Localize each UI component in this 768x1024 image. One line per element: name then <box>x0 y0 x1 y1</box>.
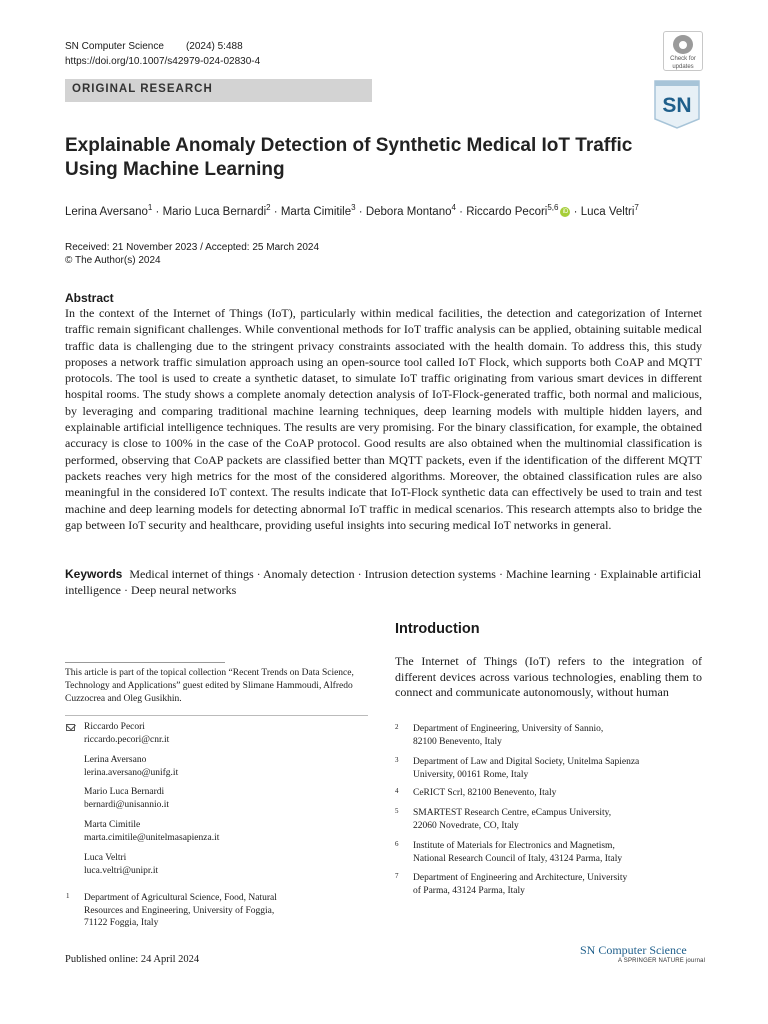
contact-email[interactable]: marta.cimitile@unitelmasapienza.it <box>84 832 220 843</box>
affiliation-number: 7 <box>395 872 399 880</box>
author-name[interactable]: Lerina Aversano <box>65 205 148 218</box>
contacts-divider <box>65 715 368 716</box>
affiliation-item <box>66 892 277 930</box>
affiliation-item <box>395 807 612 832</box>
keywords-heading: Keywords <box>65 567 123 581</box>
contact-email[interactable]: lerina.aversano@unifg.it <box>84 767 179 778</box>
affiliation-ref: 2 <box>266 203 271 212</box>
contact-email[interactable]: riccardo.pecori@cnr.it <box>84 734 170 745</box>
affiliation-line: CeRICT Scrl, 82100 Benevento, Italy <box>413 788 557 798</box>
affiliation-ref: 5,6 <box>547 203 559 212</box>
doi-link[interactable]: https://doi.org/10.1007/s42979-024-02830-4 <box>65 56 261 67</box>
keywords-block <box>65 566 702 599</box>
copyright-line: © The Author(s) 2024 <box>65 255 161 266</box>
affiliation-line: Institute of Materials for Electronics and Magnetism, <box>413 841 615 851</box>
affiliation-number: 1 <box>66 892 70 900</box>
keywords-text: Medical internet of things · Anomaly detection · Intrusion detection systems · Machine learning · Explainable artificial intelligence · Deep neural networks <box>65 567 702 598</box>
introduction-text: The Internet of Things (IoT) refers to the integration of different devices across various technologies, enabling them to connect and communicate autonomously, without human <box>395 654 702 700</box>
contact-name: Mario Luca Bernardi <box>84 787 165 797</box>
affiliation-line: Department of Engineering and Architecture, University <box>413 873 628 883</box>
introduction-heading: Introduction <box>395 621 480 637</box>
contact-email[interactable]: luca.veltri@unipr.it <box>84 865 159 876</box>
affiliation-line: 22060 Novedrate, CO, Italy <box>413 820 519 831</box>
author-name[interactable]: Luca Veltri <box>580 205 635 218</box>
affiliation-line: Department of Law and Digital Society, Unitelma Sapienza <box>413 757 640 767</box>
affiliation-item <box>395 872 628 897</box>
update-icon <box>673 35 693 54</box>
affiliation-number: 5 <box>395 807 399 815</box>
contact-entry <box>84 786 169 811</box>
affiliation-line: of Parma, 43124 Parma, Italy <box>413 885 525 896</box>
contact-name: Marta Cimitile <box>84 820 141 830</box>
author-name[interactable]: Riccardo Pecori <box>466 205 548 218</box>
journal-name: SN Computer Science <box>65 41 164 52</box>
article-type-label: ORIGINAL RESEARCH <box>72 83 213 95</box>
affiliation-number: 4 <box>395 787 399 795</box>
contact-entry <box>84 721 169 746</box>
affiliation-number: 2 <box>395 723 399 731</box>
affiliation-line: National Research Council of Italy, 43124 Parma, Italy <box>413 853 623 864</box>
citation: (2024) 5:488 <box>185 41 243 52</box>
contact-entry <box>84 852 158 877</box>
affiliation-line: Department of Agricultural Science, Food, Natural <box>84 893 277 903</box>
orcid-icon[interactable]: iD <box>560 207 570 217</box>
affiliation-line: University, 00161 Rome, Italy <box>413 769 529 780</box>
affiliation-item <box>395 787 557 800</box>
affiliation-ref: 4 <box>451 203 456 212</box>
affiliation-line: 71122 Foggia, Italy <box>84 918 159 928</box>
affiliation-number: 3 <box>395 756 399 764</box>
affiliation-line: SMARTEST Research Centre, eCampus University, <box>413 808 612 818</box>
footnote-divider <box>65 662 225 663</box>
affiliation-item <box>395 723 604 748</box>
abstract-heading: Abstract <box>65 291 114 305</box>
abstract-text: In the context of the Internet of Things (IoT), particularly within medical facilities, the detection and categorization of Internet traffic remain significant challenges. While conventional methods for IoT traffic analysis can be applied, obtaining suitable medical traffic data is challenging due to the stringent privacy constraints associated with the health domain. To address this, this study proposes a network traffic simulation approach using an open-source tool called IoT Flock, which supports both CoAP and MQTT protocols. The tool is used to create a synthetic dataset, to simulate IoT traffic originating from various smart devices in different hospital rooms. The study shows a complete anomaly detection analysis of IoT-Flock-generated traffic, both normal and malicious, by leveraging and comparing traditional machine learning techniques, deep learning models with multiple hidden layers, and explainable artificial intelligence techniques. The results are very promising. For the binary classification, for example, the obtained accuracy is close to 100% in the case of the CoAP protocol. Good results are also obtained when the multinomial classification is performed, observing that CoAP packets are classified better than MQTT packets, even if the identification of the different MQTT packets reaches very high metrics for the most of the considered algorithms. Moreover, the obtained classification rules are also meaningful in the considered IoT context. The results indicate that IoT-Flock synthetic data can effectively be used to train and test machine and deep learning models for detecting abnormal IoT traffic in medical scenarios. This research attempts also to bridge the gap between IoT security and healthcare, providing useful insights into securing medical IoT networks in general. <box>65 306 702 532</box>
affiliation-ref: 7 <box>634 203 639 212</box>
footer-journal-name: SN Computer Science <box>580 943 687 957</box>
contact-entry <box>84 819 219 844</box>
affiliation-ref: 3 <box>351 203 356 212</box>
check-badge-text-1: Check for <box>670 56 696 62</box>
springer-nature-tagline: A SPRINGER NATURE journal <box>618 958 706 964</box>
affiliation-item <box>395 840 623 865</box>
sn-logo-text: SN <box>662 94 692 117</box>
contact-name: Riccardo Pecori <box>84 722 145 732</box>
author-list: Lerina Aversano$^1$ · Mario Luca Bernardi$^2$ · Marta Cimitile$^3$ · Debora Montano$^4$ · Riccardo Pecori$^{5,6}$ iD · Luca Veltri$^7$ <box>65 203 639 218</box>
contact-entry <box>84 754 178 779</box>
contact-email[interactable]: bernardi@unisannio.it <box>84 799 169 810</box>
contact-name: Lerina Aversano <box>84 755 147 765</box>
check-for-updates-badge[interactable] <box>663 31 703 71</box>
affiliation-number: 6 <box>395 840 399 848</box>
received-accepted-dates: Received: 21 November 2023 / Accepted: 25 March 2024 <box>65 242 320 253</box>
published-online-date: Published online: 24 April 2024 <box>65 954 200 965</box>
journal-citation-line <box>65 41 243 52</box>
author-name[interactable]: Marta Cimitile <box>280 205 352 218</box>
affiliation-item <box>395 756 640 781</box>
author-name[interactable]: Debora Montano <box>365 205 452 218</box>
check-badge-text-2: updates <box>672 64 694 70</box>
sn-journal-logo <box>652 78 702 130</box>
affiliation-line: Department of Engineering, University of Sannio, <box>413 724 604 734</box>
envelope-icon <box>66 724 75 731</box>
affiliation-line: 82100 Benevento, Italy <box>413 736 502 747</box>
topical-collection-note: This article is part of the topical collection “Recent Trends on Data Science, Technology and Applications” guest edited by Slimane Hammoudi, Alfredo Cuzzocrea and Oleg Gusikhin. <box>65 668 354 704</box>
article-type-banner <box>65 79 372 102</box>
contact-name: Luca Veltri <box>84 853 127 863</box>
affiliation-ref: 1 <box>147 203 153 212</box>
article-title: Explainable Anomaly Detection of Synthetic Medical IoT Traffic Using Machine Learning <box>65 135 633 180</box>
affiliation-line: Resources and Engineering, University of Foggia, <box>84 905 275 916</box>
author-name[interactable]: Mario Luca Bernardi <box>162 205 267 218</box>
